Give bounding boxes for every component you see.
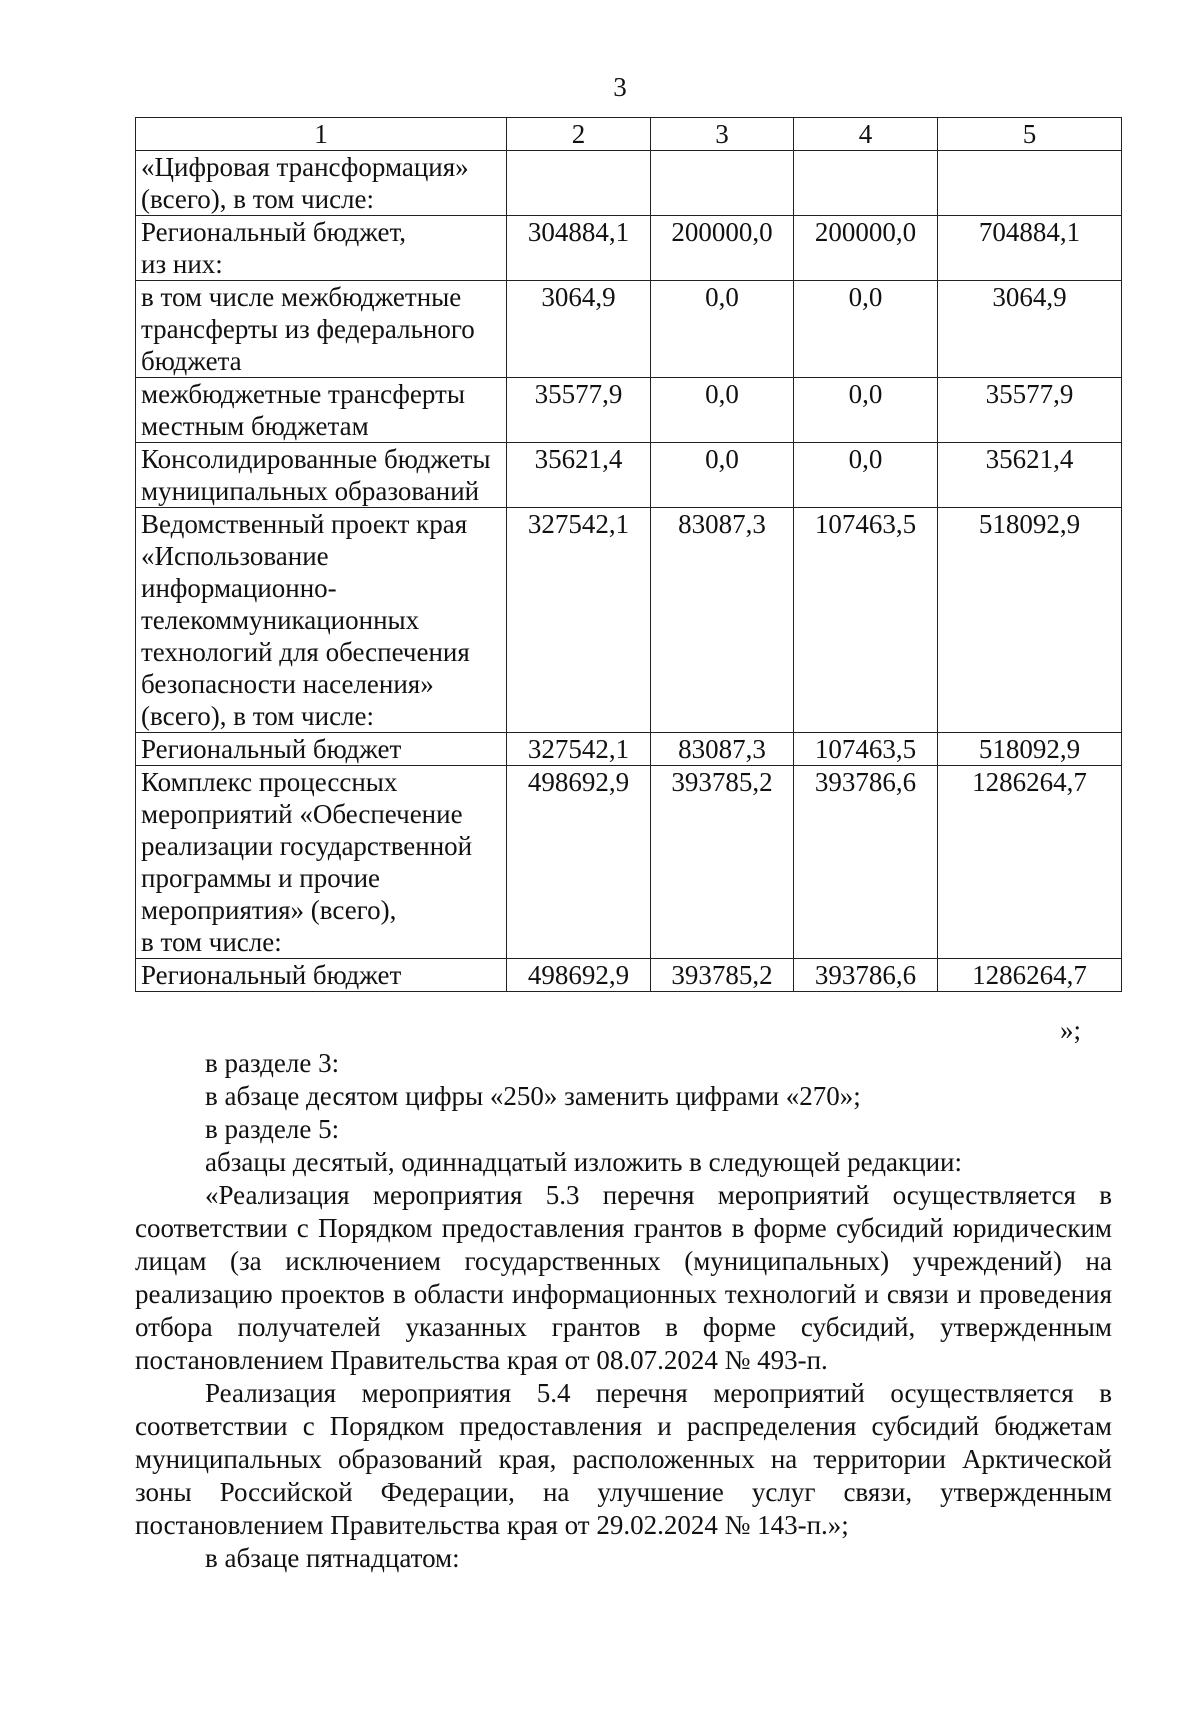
paragraph: в абзаце десятом цифры «250» заменить цифрами «270»;	[205, 1081, 861, 1111]
row-label: Региональный бюджет	[136, 959, 507, 992]
paragraph: абзацы десятый, одиннадцатый изложить в следующей редакции:	[205, 1147, 962, 1177]
row-value-col-2: 498692,9	[507, 959, 651, 992]
row-value-col-5: 518092,9	[938, 508, 1122, 733]
row-value-col-4: 0,0	[794, 281, 938, 378]
table-body	[136, 151, 1122, 992]
row-value-col-2	[507, 151, 651, 216]
row-value-col-2: 304884,1	[507, 216, 651, 281]
table-row	[136, 733, 1122, 766]
table-row	[136, 151, 1122, 216]
row-value-col-4: 0,0	[794, 443, 938, 508]
row-value-col-3: 200000,0	[651, 216, 794, 281]
column-header: 4	[794, 118, 938, 151]
budget-table	[135, 117, 1122, 992]
paragraph: в разделе 3:	[205, 1048, 340, 1078]
paragraph: в разделе 5:	[205, 1114, 340, 1144]
row-label: Региональный бюджет, из них:	[136, 216, 507, 281]
column-header: 2	[507, 118, 651, 151]
row-value-col-4: 200000,0	[794, 216, 938, 281]
row-value-col-2: 327542,1	[507, 733, 651, 766]
row-label: Комплекс процессных мероприятий «Обеспечение реализации государственной программы и прочие мероприятия» (всего), в том числе:	[136, 766, 507, 959]
row-value-col-5: 1286264,7	[938, 766, 1122, 959]
table-row	[136, 959, 1122, 992]
row-value-col-5: 518092,9	[938, 733, 1122, 766]
row-value-col-3: 393785,2	[651, 766, 794, 959]
body-text	[135, 1047, 1112, 1575]
table-row	[136, 216, 1122, 281]
row-value-col-2: 498692,9	[507, 766, 651, 959]
row-value-col-5: 35577,9	[938, 378, 1122, 443]
row-value-col-4: 0,0	[794, 378, 938, 443]
row-label: межбюджетные трансферты местным бюджетам	[136, 378, 507, 443]
row-value-col-5: 704884,1	[938, 216, 1122, 281]
paragraph: «Реализация мероприятия 5.3 перечня мероприятий осуществляется в соответствии с Порядком предоставления грантов в форме субсидий юридическим лицам (за исключением государственных (муниципальных) учреждений) на реализацию проектов в области информационных технологий и связи и проведения отбора получателей указанных грантов в форме субсидий, утвержденным постановлением Правительства края от 08.07.2024 № 493-п.	[135, 1180, 1112, 1375]
row-value-col-3: 83087,3	[651, 508, 794, 733]
column-header: 3	[651, 118, 794, 151]
row-label: Ведомственный проект края «Использование информационно-телекоммуникационных технологий для обеспечения безопасности населения» (всего), в том числе:	[136, 508, 507, 733]
paragraph: Реализация мероприятия 5.4 перечня мероприятий осуществляется в соответствии с Порядком предоставления и распределения субсидий бюджетам муниципальных образований края, расположенных на территории Арктической зоны Российской Федерации, на улучшение услуг связи, утвержденным постановлением Правительства края от 29.02.2024 № 143-п.»;	[135, 1378, 1112, 1540]
table-row	[136, 378, 1122, 443]
row-label: «Цифровая трансформация» (всего), в том числе:	[136, 151, 507, 216]
row-value-col-2: 3064,9	[507, 281, 651, 378]
row-label: в том числе межбюджетные трансферты из федерального бюджета	[136, 281, 507, 378]
row-value-col-4: 393786,6	[794, 766, 938, 959]
column-header: 1	[136, 118, 507, 151]
row-value-col-4: 393786,6	[794, 959, 938, 992]
row-value-col-2: 35577,9	[507, 378, 651, 443]
row-value-col-4: 107463,5	[794, 733, 938, 766]
row-value-col-3: 0,0	[651, 378, 794, 443]
row-value-col-5: 1286264,7	[938, 959, 1122, 992]
table-row	[136, 508, 1122, 733]
row-value-col-5	[938, 151, 1122, 216]
paragraph: в абзаце пятнадцатом:	[205, 1543, 460, 1573]
row-value-col-3: 0,0	[651, 443, 794, 508]
column-header: 5	[938, 118, 1122, 151]
row-value-col-5: 35621,4	[938, 443, 1122, 508]
row-value-col-2: 327542,1	[507, 508, 651, 733]
page-number: 3	[613, 72, 627, 102]
row-label: Консолидированные бюджеты муниципальных образований	[136, 443, 507, 508]
table-row	[136, 281, 1122, 378]
closing-quote: »;	[1060, 1015, 1082, 1045]
table-row	[136, 443, 1122, 508]
row-value-col-4: 107463,5	[794, 508, 938, 733]
row-value-col-3	[651, 151, 794, 216]
row-value-col-5: 3064,9	[938, 281, 1122, 378]
row-value-col-3: 393785,2	[651, 959, 794, 992]
table-row	[136, 766, 1122, 959]
row-label: Региональный бюджет	[136, 733, 507, 766]
row-value-col-4	[794, 151, 938, 216]
table-header-row	[136, 118, 1122, 151]
row-value-col-3: 83087,3	[651, 733, 794, 766]
row-value-col-2: 35621,4	[507, 443, 651, 508]
row-value-col-3: 0,0	[651, 281, 794, 378]
